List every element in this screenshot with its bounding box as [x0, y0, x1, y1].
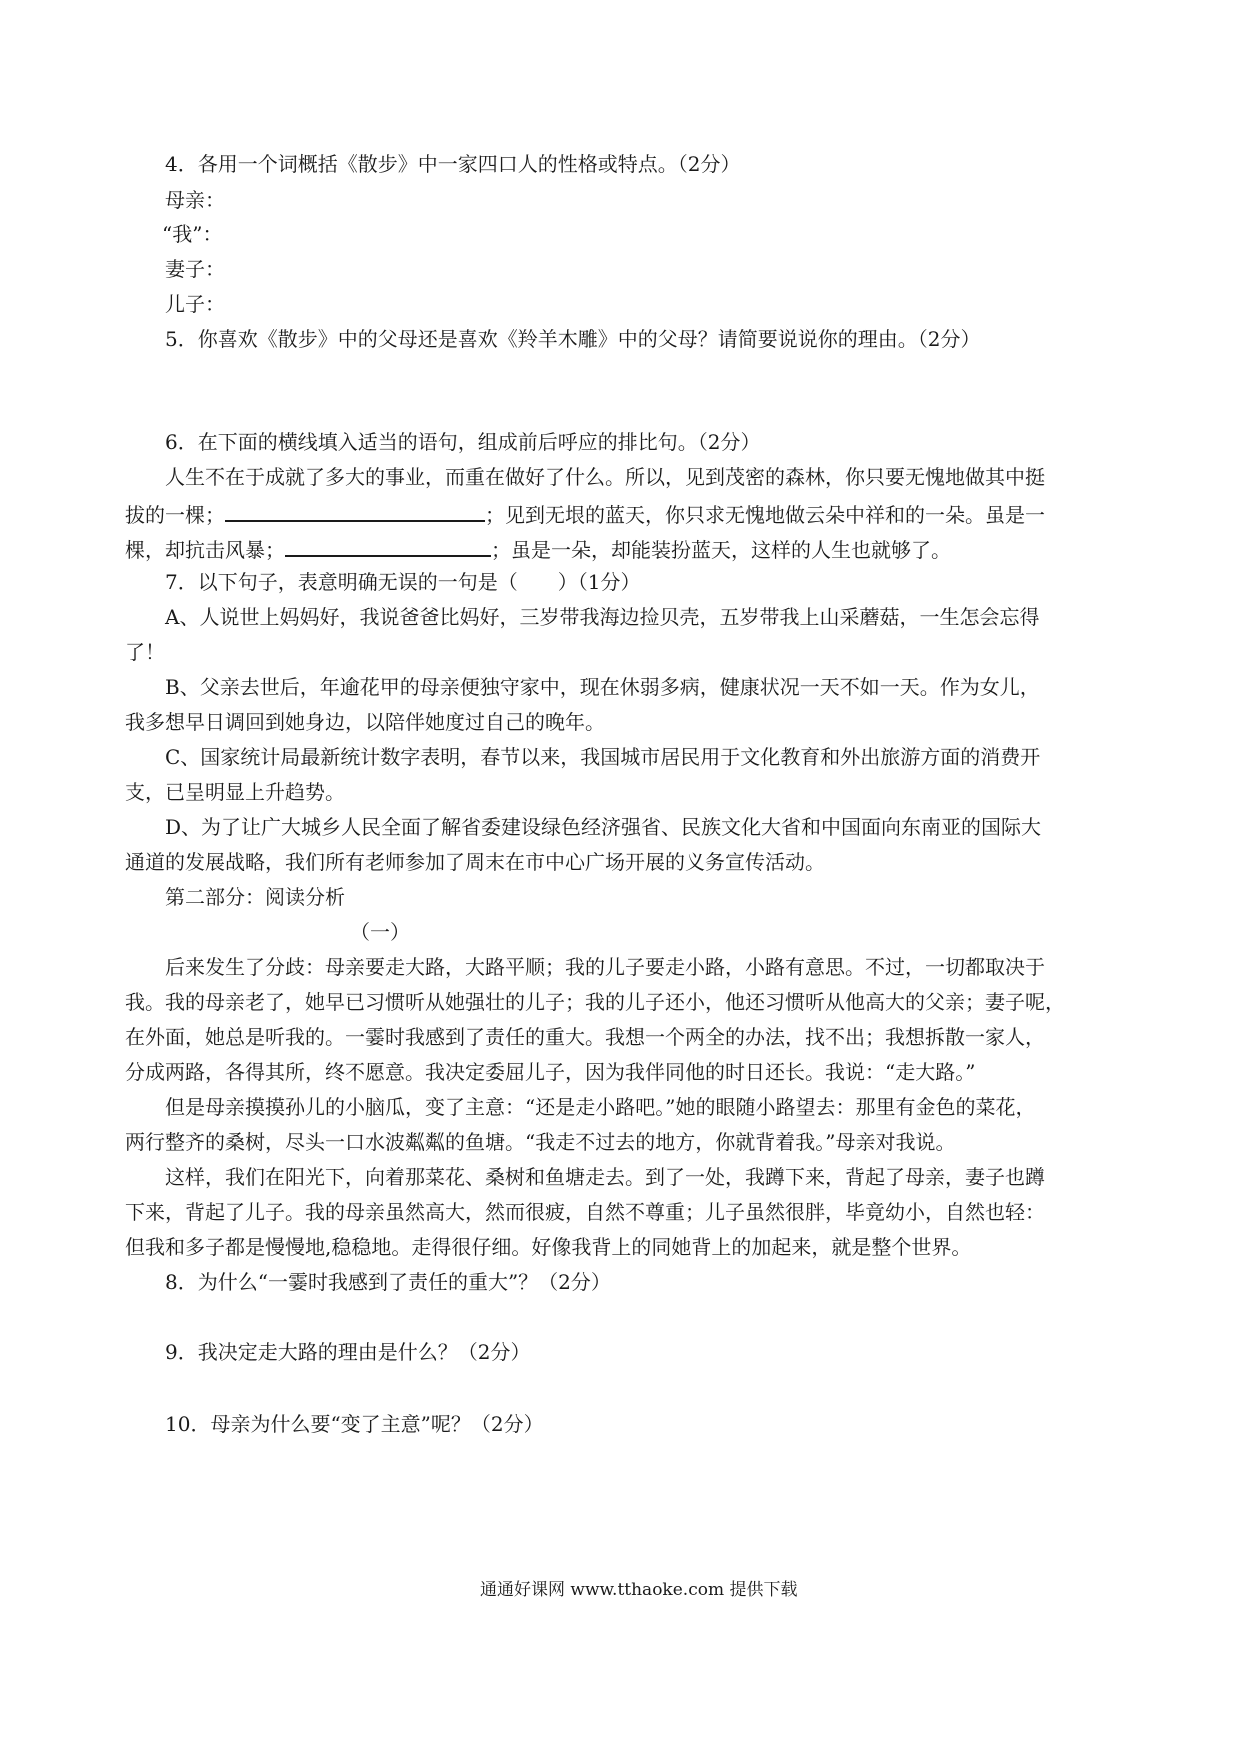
q7-option-d-line-2: 通道的发展战略，我们所有老师参加了周末在市中心广场开展的义务宣传活动。: [125, 850, 825, 874]
passage-p2-line-1: 但是母亲摸摸孙儿的小脑瓜，变了主意：“还是走小路吧。”她的眼随小路望去：那里有金色的菜花，: [165, 1095, 1036, 1119]
passage-p3-line-2: 下来，背起了儿子。我的母亲虽然高大，然而很疲，自然不尊重；儿子虽然很胖，毕竟幼小，自然也轻：: [125, 1200, 1045, 1224]
q6-answer-blank-2[interactable]: [285, 533, 491, 557]
q7-option-a-line-1: A、人说世上妈妈好，我说爸爸比妈好，三岁带我海边捡贝壳，五岁带我上山采蘑菇，一生怎会忘得: [165, 605, 1040, 629]
passage-p1-line-3: 在外面，她总是听我的。一霎时我感到了责任的重大。我想一个两全的办法，找不出；我想拆散一家人，: [125, 1025, 1045, 1049]
reading-section-number: （一）: [350, 920, 410, 944]
q6-line-2-start: 拔的一棵；: [125, 503, 225, 527]
q6-stem: 6．在下面的横线填入适当的语句，组成前后呼应的排比句。（2分）: [165, 430, 761, 454]
q7-option-b-line-1: B、父亲去世后，年逾花甲的母亲便独守家中，现在休弱多病，健康状况一天不如一天。作为女儿，: [165, 675, 1040, 699]
q8-stem: 8．为什么“一霎时我感到了责任的重大”？（2分）: [165, 1270, 611, 1294]
q6-line-1: 人生不在于成就了多大的事业，而重在做好了什么。所以，见到茂密的森林，你只要无愧地做其中挺: [165, 465, 1045, 489]
q7-option-b-line-2: 我多想早日调回到她身边，以陪伴她度过自己的晚年。: [125, 710, 605, 734]
q6-line-3-end: ；虽是一朵，却能装扮蓝天，这样的人生也就够了。: [491, 538, 951, 562]
q7-option-a-line-2: 了！: [125, 640, 165, 664]
q9-stem: 9．我决定走大路的理由是什么？（2分）: [165, 1340, 531, 1364]
footer-download-credit: 通通好课网 www.tthaoke.com 提供下载: [480, 1580, 798, 1600]
q7-option-c-line-2: 支，已呈明显上升趋势。: [125, 780, 345, 804]
passage-p1-line-1: 后来发生了分歧：母亲要走大路，大路平顺；我的儿子要走小路，小路有意思。不过，一切都取决于: [165, 955, 1045, 979]
q6-line-3-start: 棵，却抗击风暴；: [125, 538, 285, 562]
q5-stem: 5．你喜欢《散步》中的父母还是喜欢《羚羊木雕》中的父母？请简要说说你的理由。（2分）: [165, 327, 981, 351]
q7-option-c-line-1: C、国家统计局最新统计数字表明，春节以来，我国城市居民用于文化教育和外出旅游方面的消费开: [165, 745, 1041, 769]
q6-line-2-end: ；见到无垠的蓝天，你只求无愧地做云朵中祥和的一朵。虽是一: [485, 503, 1045, 527]
part2-heading: 第二部分：阅读分析: [165, 885, 345, 909]
passage-p3-line-3: 但我和多子都是慢慢地,稳稳地。走得很仔细。好像我背上的同她背上的加起来，就是整个世界。: [125, 1235, 972, 1259]
q10-stem: 10．母亲为什么要“变了主意”呢？（2分）: [165, 1412, 544, 1436]
passage-p3-line-1: 这样，我们在阳光下，向着那菜花、桑树和鱼塘走去。到了一处，我蹲下来，背起了母亲，妻子也蹲: [165, 1165, 1045, 1189]
passage-p1-line-4: 分成两路，各得其所，终不愿意。我决定委屈儿子，因为我伴同他的时日还长。我说：“走大路。”: [125, 1060, 976, 1084]
q4-me-label: “我”：: [162, 222, 223, 246]
q4-mother-label: 母亲：: [165, 188, 225, 212]
q4-wife-label: 妻子：: [165, 257, 225, 281]
q6-answer-blank-1[interactable]: [225, 498, 485, 522]
q6-line-3: [125, 533, 951, 564]
q6-line-2: [125, 498, 1045, 529]
q7-option-d-line-1: D、为了让广大城乡人民全面了解省委建设绿色经济强省、民族文化大省和中国面向东南亚的国际大: [165, 815, 1042, 839]
passage-p1-line-2: 我。我的母亲老了，她早已习惯听从她强壮的儿子；我的儿子还小，他还习惯听从他高大的父亲；妻子呢，: [125, 990, 1065, 1014]
passage-p2-line-2: 两行整齐的桑树，尽头一口水波粼粼的鱼塘。“我走不过去的地方，你就背着我。”母亲对我说。: [125, 1130, 956, 1154]
q7-stem: 7．以下句子，表意明确无误的一句是（ ）（1分）: [165, 570, 641, 594]
q4-stem: 4．各用一个词概括《散步》中一家四口人的性格或特点。（2分）: [165, 152, 741, 176]
q4-son-label: 儿子：: [165, 292, 225, 316]
